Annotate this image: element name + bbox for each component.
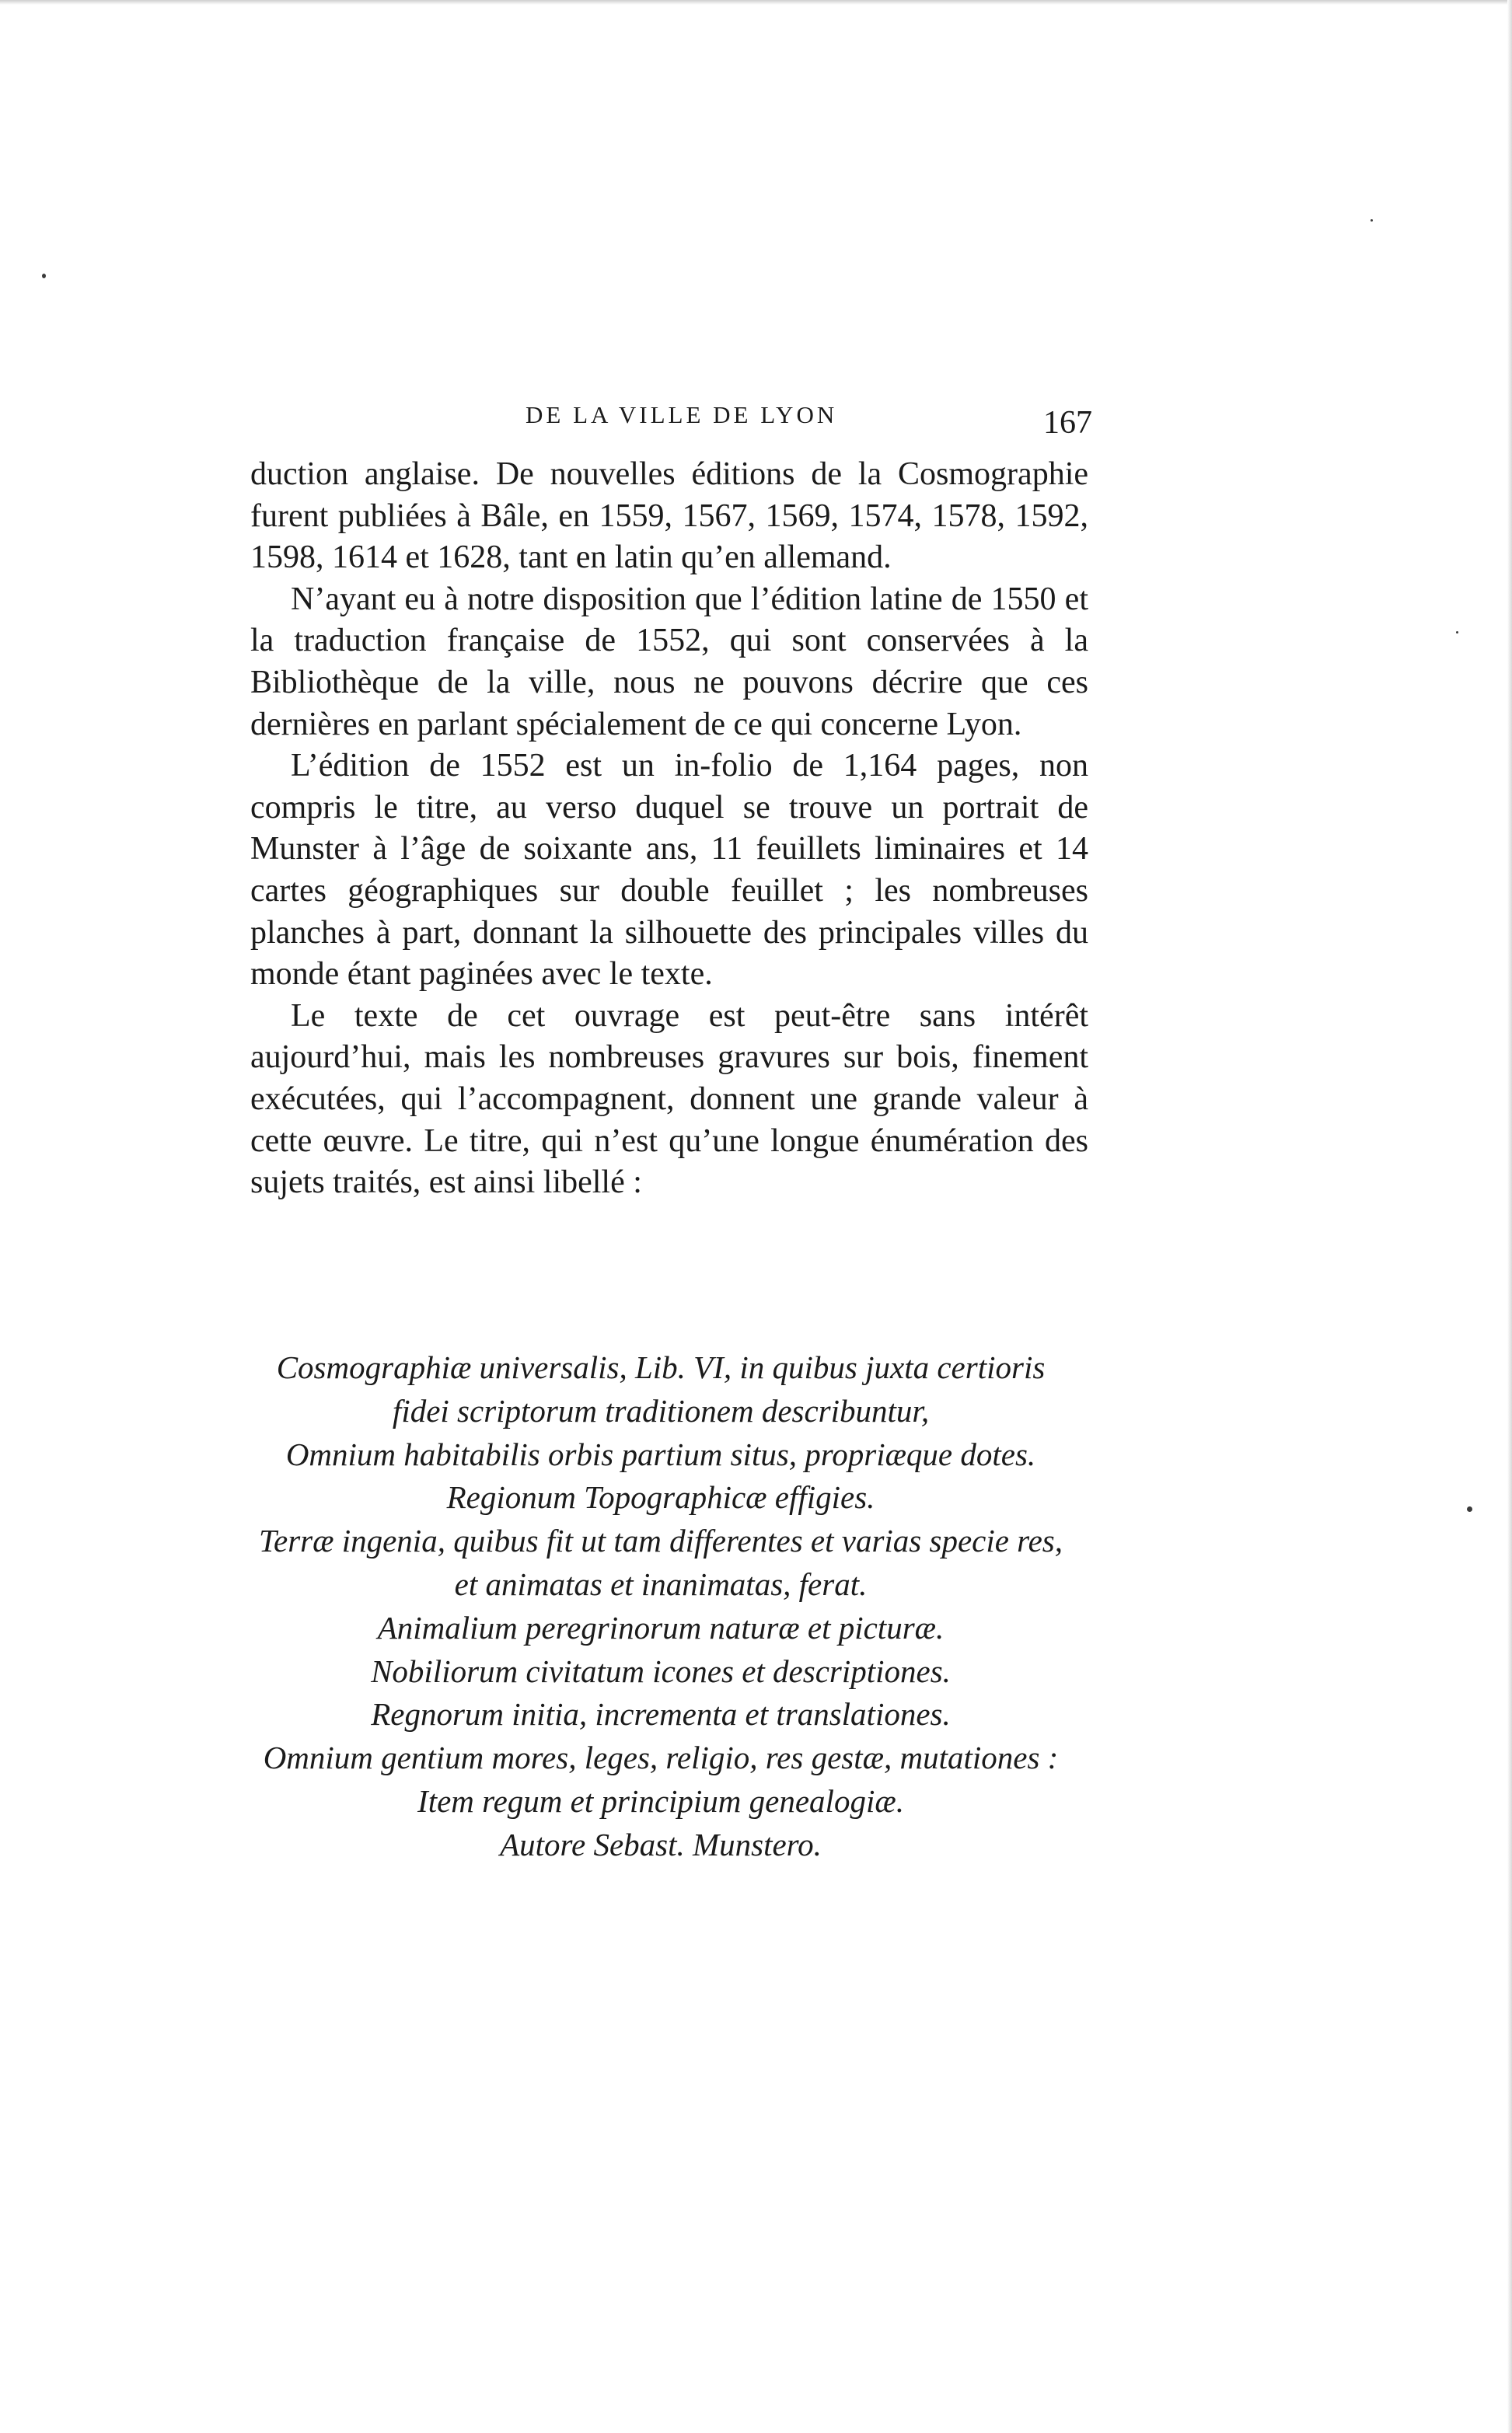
body-text <box>250 454 1088 1204</box>
scan-top-edge <box>0 0 1512 5</box>
paragraph: Le texte de cet ouvrage est peut-être sans intérêt aujourd’hui, mais les nombreuses gravures sur bois, finement exécutées, qui l’accompagnent, donnent une grande valeur à cette œuvre. Le titre, qui n’est qu’une longue énumération des sujets traités, est ainsi libellé : <box>250 997 1088 1201</box>
title-line: fidei scriptorum traditionem describuntur, <box>392 1392 930 1429</box>
title-line: et animatas et inanimatas, ferat. <box>454 1566 868 1602</box>
paragraph: duction anglaise. De nouvelles éditions de la Cosmographie furent publiées à Bâle, en 1559, 1567, 1569, 1574, 1578, 1592, 1598, 1614 et 1628, tant en latin qu’en allemand. <box>250 456 1088 576</box>
paragraph: L’édition de 1552 est un in-folio de 1,164 pages, non compris le titre, au verso duquel se trouve un portrait de Munster à l’âge de soixante ans, 11 feuillets liminaires et 14 cartes géographiques sur double feuillet ; les nombreuses planches à part, donnant la silhouette des principales villes du monde étant paginées avec le texte. <box>250 748 1088 993</box>
title-line: Regnorum initia, incrementa et translationes. <box>371 1696 951 1733</box>
page-number: 167 <box>1043 405 1092 441</box>
title-line: Autore Sebast. Munstero. <box>500 1826 822 1862</box>
running-head: DE LA VILLE DE LYON <box>526 401 838 428</box>
title-line: Omnium habitabilis orbis partium situs, propriæque dotes. <box>285 1436 1036 1472</box>
ink-speck <box>1467 1506 1472 1512</box>
ink-speck <box>1456 631 1458 634</box>
quoted-book-title <box>233 1346 1088 1867</box>
scan-right-edge <box>1507 0 1512 2433</box>
title-line: Item regum et principium genealogiæ. <box>417 1782 904 1819</box>
title-line: Nobiliorum civitatum icones et descriptiones. <box>371 1653 951 1689</box>
ink-speck <box>42 274 46 278</box>
paragraph: N’ayant eu à notre disposition que l’édition latine de 1550 et la traduction française de 1552, qui sont conservées à la Bibliothèque de la ville, nous ne pouvons décrire que ces dernières en parlant spécialement de ce qui concerne Lyon. <box>250 581 1088 742</box>
title-line: Regionum Topographicæ effigies. <box>446 1479 875 1516</box>
title-line: Omnium gentium mores, leges, religio, res gestæ, mutationes : <box>263 1740 1059 1776</box>
title-line: Cosmographiæ universalis, Lib. VI, in quibus juxta certioris <box>276 1349 1046 1385</box>
ink-speck <box>1371 219 1373 222</box>
title-line: Terræ ingenia, quibus fit ut tam differentes et varias specie res, <box>258 1523 1063 1559</box>
title-line: Animalium peregrinorum naturæ et picturæ. <box>377 1609 945 1646</box>
